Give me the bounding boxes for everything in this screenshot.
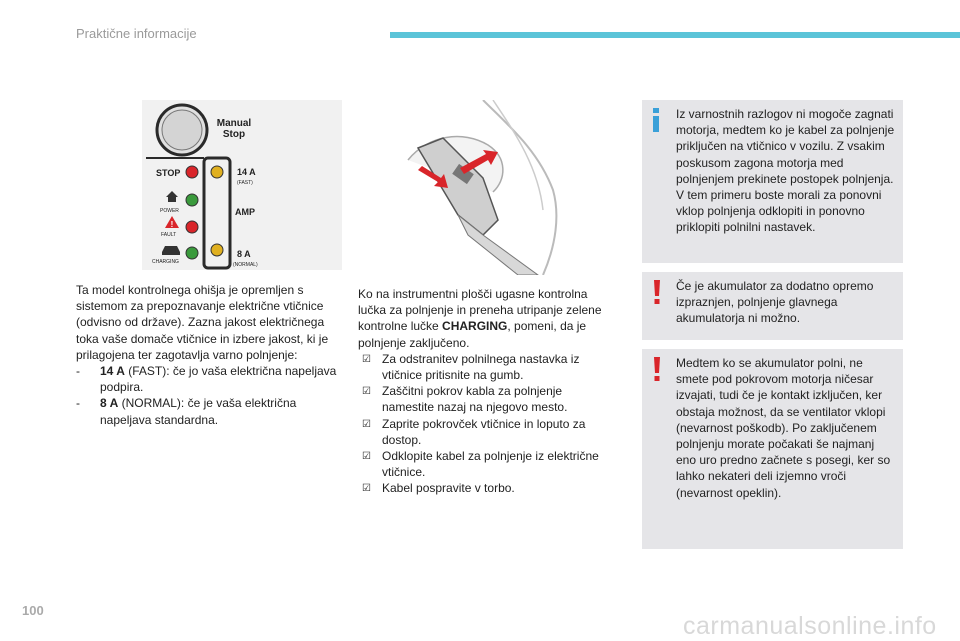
list-item: ☑ Zaščitni pokrov kabla za polnjenje namestite nazaj na njegovo mesto. [362,384,568,415]
manual-stop-label-1: Manual [216,118,252,129]
list-item: ☑ Kabel pospravite v torbo. [358,480,616,496]
note-text: Če je akumulator za dodatno opremo izpraznjen, polnjenje glavnega akumulatorja ni možno. [676,279,874,326]
bullet-icon: ☑ [362,353,371,365]
intro-paragraph: Ko na instrumentni plošči ugasne kontrolna lučka za polnjenje in preneha utripanje zelene kontrolne lučke CHARGING, pomeni, da je polnjenje zaključeno. [358,287,602,350]
list-item: ☑ Odklopite kabel za polnjenje iz električne vtičnice. [362,449,599,480]
amp-value: 14 A [100,364,125,379]
column-2-text [358,286,616,497]
info-icon [650,108,662,132]
amp-label: AMP [235,207,255,217]
note-text: Iz varnostnih razlogov ni mogoče zagnati motorja, medtem ko je kabel za polnjenje priključen na vtičnico v vozilu. Z vsakim poskusom zagona motorja med polnjenjem prekinete postopek polnjenja. V tem primeru boste morali za ponovni vklop polnjenja odklopiti in ponovno priklopiti polnilni nastavek. [676,107,895,235]
bullet-icon: ☑ [362,451,371,463]
normal-label: (NORMAL) [233,262,258,268]
warning-note-box [642,272,903,340]
bullet-icon: ☑ [362,386,371,398]
amp-value: 8 A [100,396,119,411]
manual-stop-label-2: Stop [222,129,246,140]
power-label: POWER [160,208,179,214]
led-stop [186,166,198,178]
svg-text:!: ! [170,220,174,229]
led-charging [186,247,198,259]
list-item [76,395,342,427]
list-item: ☑ Za odstranitev polnilnega nastavka iz vtičnice pritisnite na gumb. [362,351,580,383]
page-number: 100 [22,603,44,618]
intro-paragraph: Ta model kontrolnega ohišja je opremljen s sistemom za prepoznavanje električne vtičnice (odvisno od države). Zazna jakost električnega toka vaše domače vtičnice in izbere jakost, ki je prilagojena ter zagotavlja varno polnjenje: [76,283,329,362]
led-8a [211,244,223,256]
stop-label: STOP [156,168,181,178]
header-accent-bar [390,32,960,38]
header-title: Praktične informacije [76,26,197,41]
list-item-text: (FAST): če jo vaša električna napeljava podpira. [100,364,337,395]
column-1-text [76,282,342,428]
bullet-icon: ☑ [362,483,371,495]
led-power [186,194,198,206]
list-item [76,363,342,395]
warning-icon [652,357,662,381]
note-text: Medtem ko se akumulator polni, ne smete pod pokrovom motorja ničesar izvajati, tudi če je kontakt izključen, ker obstaja možnost, da se ventilator vklopi (nevarnost poškodb). Po zaključenem polnjenju morate počakati še najmanj eno uro predno začnete s posegi, ker so lahko nekateri deli izjemno vroči (nevarnost opeklin). [676,356,891,500]
list-item-text: (NORMAL): če je vaša električna napeljava standardna. [100,396,297,427]
led-14a [211,166,223,178]
watermark: carmanualsonline.info [683,612,937,640]
list-dash: - [76,396,80,411]
warning-note-box [642,349,903,549]
charging-plug-illustration [388,100,568,275]
led-fault [186,221,198,233]
fast-label: (FAST) [237,180,253,186]
warning-icon [652,280,662,304]
info-note-box [642,100,903,263]
control-box-illustration [142,100,342,270]
list-item: ☑ Zaprite pokrovček vtičnice in loputo za dostop. [362,416,586,447]
bullet-icon: ☑ [362,418,371,430]
amp14-label: 14 A [237,167,256,177]
amp8-label: 8 A [237,249,251,259]
fault-label: FAULT [161,232,177,238]
car-icon [162,246,180,255]
list-dash: - [76,364,80,379]
charging-label: CHARGING [152,259,179,265]
